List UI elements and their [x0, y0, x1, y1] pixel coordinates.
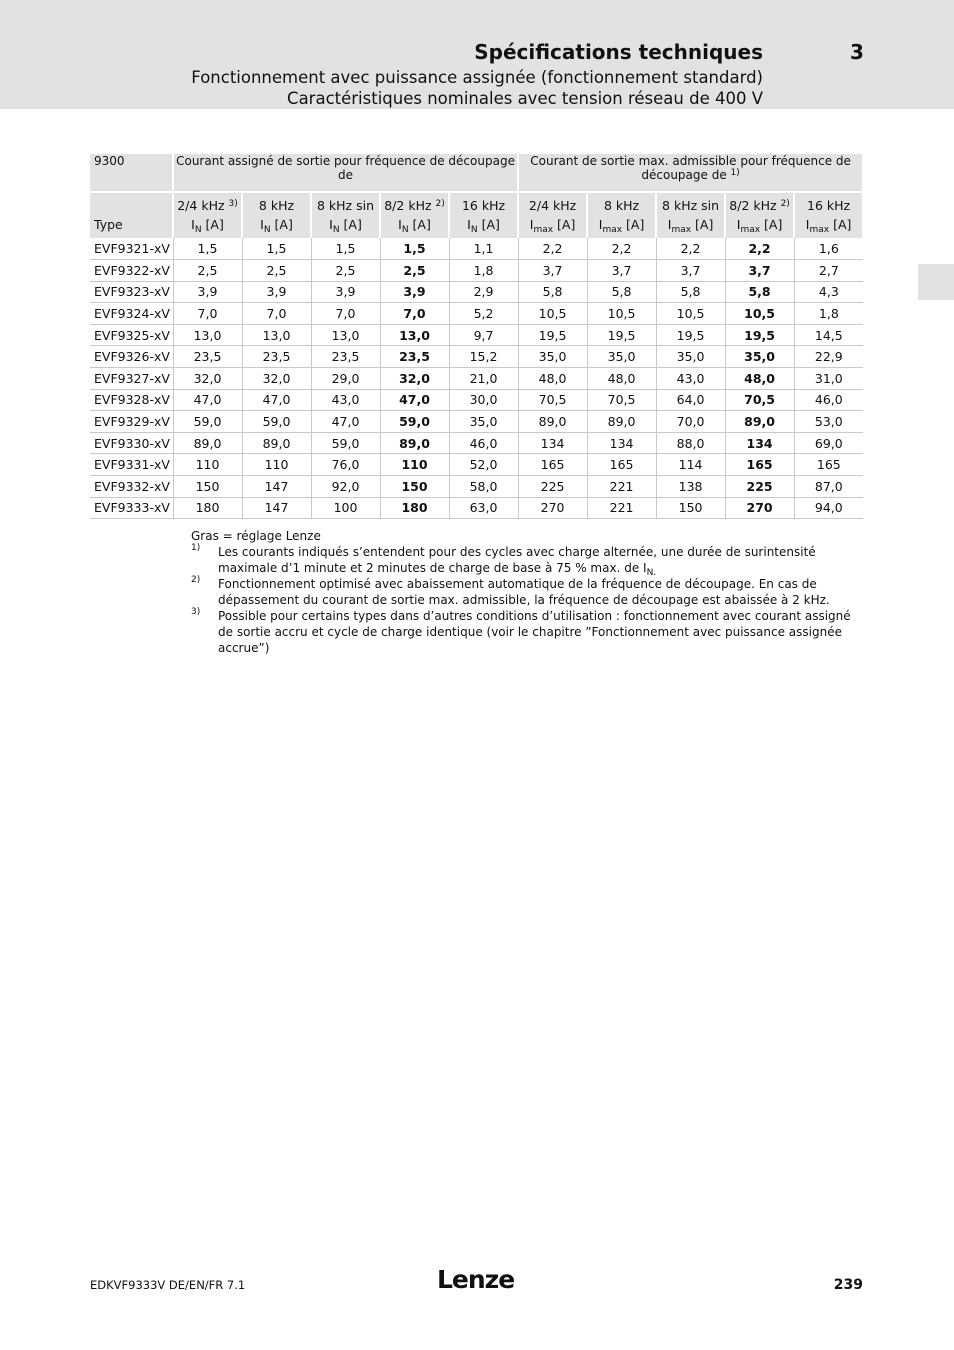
unit-header: $I_{max}$ [A]	[794, 217, 863, 238]
current-cell: 15,2	[449, 346, 518, 368]
current-cell: 221	[587, 476, 656, 498]
unit-header-row	[90, 217, 863, 238]
current-cell: 13,0	[242, 324, 311, 346]
current-cell: 35,0	[656, 346, 725, 368]
current-cell: 270	[518, 497, 587, 519]
current-cell: 5,8	[587, 281, 656, 303]
max-current-group-header: Courant de sortie max. admissible pour fréquence de découpage de $^{1)}$	[518, 154, 863, 192]
current-cell: 32,0	[380, 368, 449, 390]
footnote-mark: 2)	[191, 575, 201, 585]
type-cell: EVF9332-xV	[90, 476, 173, 498]
type-cell: EVF9321-xV	[90, 238, 173, 260]
current-cell: 53,0	[794, 411, 863, 433]
current-cell: 3,9	[173, 281, 242, 303]
current-cell: 7,0	[311, 303, 380, 325]
current-cell: 270	[725, 497, 794, 519]
footnote-text: Fonctionnement optimisé avec abaissement automatique de la fréquence de découpage. En cas de dépassement du courant de sortie max. admissible, la fréquence de découpage est abaissée à 2 kHz.	[218, 577, 830, 607]
type-cell: EVF9324-xV	[90, 303, 173, 325]
current-cell: 47,0	[242, 389, 311, 411]
current-cell: 147	[242, 476, 311, 498]
current-cell: 110	[242, 454, 311, 476]
current-cell: 134	[725, 432, 794, 454]
chapter-tab-marker	[918, 264, 954, 300]
current-cell: 150	[173, 476, 242, 498]
current-cell: 48,0	[725, 368, 794, 390]
current-cell: 69,0	[794, 432, 863, 454]
footnote-mark: 1)	[191, 543, 201, 553]
current-cell: 2,2	[725, 238, 794, 260]
current-cell: 76,0	[311, 454, 380, 476]
current-cell: 3,9	[380, 281, 449, 303]
frequency-header: 16 kHz	[449, 192, 518, 217]
type-header: Type	[90, 217, 173, 238]
current-cell: 23,5	[173, 346, 242, 368]
frequency-header: 8/2 kHz $^{2)}$	[380, 192, 449, 217]
table-row	[90, 497, 863, 519]
chapter-number: 3	[850, 40, 864, 64]
current-cell: 2,2	[656, 238, 725, 260]
current-cell: 10,5	[656, 303, 725, 325]
current-cell: 134	[518, 432, 587, 454]
current-cell: 1,1	[449, 238, 518, 260]
current-cell: 114	[656, 454, 725, 476]
current-cell: 165	[518, 454, 587, 476]
unit-header: $I_N$ [A]	[449, 217, 518, 238]
current-cell: 180	[380, 497, 449, 519]
current-cell: 2,2	[518, 238, 587, 260]
type-cell: EVF9331-xV	[90, 454, 173, 476]
current-cell: 94,0	[794, 497, 863, 519]
current-cell: 23,5	[311, 346, 380, 368]
footnote-mark: 3)	[191, 607, 201, 617]
current-cell: 30,0	[449, 389, 518, 411]
type-cell: EVF9327-xV	[90, 368, 173, 390]
current-cell: 1,5	[242, 238, 311, 260]
table-row	[90, 454, 863, 476]
current-cell: 110	[380, 454, 449, 476]
current-cell: 70,0	[656, 411, 725, 433]
type-cell: EVF9322-xV	[90, 260, 173, 282]
current-cell: 63,0	[449, 497, 518, 519]
current-cell: 47,0	[173, 389, 242, 411]
current-cell: 225	[518, 476, 587, 498]
bold-legend: Gras = réglage Lenze	[191, 529, 321, 543]
current-cell: 147	[242, 497, 311, 519]
frequency-header: 8 kHz	[587, 192, 656, 217]
unit-header: $I_N$ [A]	[173, 217, 242, 238]
current-cell: 89,0	[242, 432, 311, 454]
current-cell: 2,5	[173, 260, 242, 282]
unit-header: $I_N$ [A]	[242, 217, 311, 238]
current-cell: 2,2	[587, 238, 656, 260]
current-cell: 7,0	[242, 303, 311, 325]
current-cell: 3,7	[656, 260, 725, 282]
current-cell: 21,0	[449, 368, 518, 390]
current-cell: 5,2	[449, 303, 518, 325]
current-cell: 59,0	[173, 411, 242, 433]
table-row	[90, 303, 863, 325]
table-corner-label: 9300	[90, 154, 173, 192]
current-cell: 13,0	[311, 324, 380, 346]
current-cell: 7,0	[380, 303, 449, 325]
current-cell: 23,5	[380, 346, 449, 368]
unit-header: $I_{max}$ [A]	[725, 217, 794, 238]
type-cell: EVF9329-xV	[90, 411, 173, 433]
current-cell: 29,0	[311, 368, 380, 390]
current-cell: 70,5	[587, 389, 656, 411]
current-cell: 59,0	[380, 411, 449, 433]
current-cell: 70,5	[518, 389, 587, 411]
frequency-header: 8 kHz	[242, 192, 311, 217]
current-cell: 58,0	[449, 476, 518, 498]
page-title: Spécifications techniques	[474, 40, 763, 64]
current-cell: 10,5	[518, 303, 587, 325]
unit-header: $I_{max}$ [A]	[587, 217, 656, 238]
current-cell: 87,0	[794, 476, 863, 498]
page-number: 239	[833, 1277, 863, 1293]
current-cell: 165	[725, 454, 794, 476]
current-cell: 3,7	[725, 260, 794, 282]
current-cell: 89,0	[587, 411, 656, 433]
current-cell: 13,0	[380, 324, 449, 346]
current-cell: 180	[173, 497, 242, 519]
frequency-header: 16 kHz	[794, 192, 863, 217]
current-cell: 43,0	[311, 389, 380, 411]
current-cell: 70,5	[725, 389, 794, 411]
current-cell: 1,6	[794, 238, 863, 260]
rated-current-group-header: Courant assigné de sortie pour fréquence de découpage de	[173, 154, 518, 192]
current-cell: 225	[725, 476, 794, 498]
footnote-item	[191, 576, 861, 608]
unit-header: $I_N$ [A]	[311, 217, 380, 238]
table-row	[90, 389, 863, 411]
table-row	[90, 238, 863, 260]
table-row	[90, 411, 863, 433]
current-cell: 165	[794, 454, 863, 476]
current-cell: 2,9	[449, 281, 518, 303]
current-cell: 89,0	[518, 411, 587, 433]
current-cell: 7,0	[173, 303, 242, 325]
current-cell: 92,0	[311, 476, 380, 498]
current-cell: 35,0	[449, 411, 518, 433]
current-cell: 19,5	[725, 324, 794, 346]
current-cell: 150	[656, 497, 725, 519]
current-cell: 14,5	[794, 324, 863, 346]
subsection-subtitle: Caractéristiques nominales avec tension réseau de 400 V	[287, 89, 763, 108]
footnotes	[191, 528, 861, 656]
current-cell: 89,0	[725, 411, 794, 433]
current-cell: 138	[656, 476, 725, 498]
current-cell: 48,0	[587, 368, 656, 390]
current-cell: 10,5	[587, 303, 656, 325]
current-cell: 13,0	[173, 324, 242, 346]
current-cell: 5,8	[518, 281, 587, 303]
current-cell: 110	[173, 454, 242, 476]
frequency-header: 8 kHz sin	[656, 192, 725, 217]
footnote-item: 1) Les courants indiqués s’entendent pour des cycles avec charge alternée, une durée de surintensité maximale d’1 minute et 2 minutes de charge de base à 75 % max. de $I_{N.}$	[191, 544, 861, 576]
type-header-blank	[90, 192, 173, 217]
current-cell: 88,0	[656, 432, 725, 454]
current-cell: 59,0	[242, 411, 311, 433]
current-cell: 4,3	[794, 281, 863, 303]
type-cell: EVF9323-xV	[90, 281, 173, 303]
current-cell: 35,0	[518, 346, 587, 368]
current-cell: 46,0	[794, 389, 863, 411]
table-header-row	[90, 154, 863, 192]
current-cell: 19,5	[656, 324, 725, 346]
section-subtitle: Fonctionnement avec puissance assignée (fonctionnement standard)	[191, 68, 763, 87]
frequency-header: 2/4 kHz	[518, 192, 587, 217]
footnote-text: Les courants indiqués s’entendent pour des cycles avec charge alternée, une durée de surintensité maximale d’1 minute et 2 minutes de charge de base à 75 % max. de I	[218, 545, 816, 575]
current-cell: 43,0	[656, 368, 725, 390]
current-cell: 134	[587, 432, 656, 454]
current-cell: 9,7	[449, 324, 518, 346]
current-cell: 64,0	[656, 389, 725, 411]
current-cell: 1,5	[173, 238, 242, 260]
table-row	[90, 324, 863, 346]
current-cell: 1,8	[794, 303, 863, 325]
current-cell: 1,5	[311, 238, 380, 260]
table-row	[90, 476, 863, 498]
current-cell: 47,0	[380, 389, 449, 411]
current-cell: 221	[587, 497, 656, 519]
current-cell: 2,5	[311, 260, 380, 282]
current-cell: 19,5	[518, 324, 587, 346]
current-cell: 32,0	[242, 368, 311, 390]
current-cell: 1,8	[449, 260, 518, 282]
table-row	[90, 260, 863, 282]
type-cell: EVF9333-xV	[90, 497, 173, 519]
frequency-header-row	[90, 192, 863, 217]
current-cell: 2,5	[380, 260, 449, 282]
current-cell: 19,5	[587, 324, 656, 346]
type-cell: EVF9325-xV	[90, 324, 173, 346]
current-cell: 3,7	[587, 260, 656, 282]
document-id: EDKVF9333V DE/EN/FR 7.1	[90, 1278, 246, 1292]
table-row	[90, 281, 863, 303]
current-cell: 22,9	[794, 346, 863, 368]
type-cell: EVF9330-xV	[90, 432, 173, 454]
current-cell: 5,8	[656, 281, 725, 303]
current-cell: 2,7	[794, 260, 863, 282]
current-cell: 1,5	[380, 238, 449, 260]
current-cell: 165	[587, 454, 656, 476]
table-row	[90, 432, 863, 454]
table-row	[90, 368, 863, 390]
current-cell: 3,7	[518, 260, 587, 282]
current-cell: 89,0	[173, 432, 242, 454]
current-cell: 46,0	[449, 432, 518, 454]
current-cell: 89,0	[380, 432, 449, 454]
current-cell: 52,0	[449, 454, 518, 476]
footnote-text: Possible pour certains types dans d’autres conditions d’utilisation : fonctionnement avec courant assigné de sortie accru et cycle de charge identique (voir le chapitre ”Fonctionnement avec puissance assignée accrue”)	[218, 609, 851, 655]
current-cell: 35,0	[587, 346, 656, 368]
current-cell: 47,0	[311, 411, 380, 433]
type-cell: EVF9328-xV	[90, 389, 173, 411]
current-cell: 150	[380, 476, 449, 498]
current-cell: 31,0	[794, 368, 863, 390]
frequency-header: 8 kHz sin	[311, 192, 380, 217]
lenze-logo: Lenze	[437, 1265, 515, 1294]
unit-header: $I_{max}$ [A]	[656, 217, 725, 238]
type-cell: EVF9326-xV	[90, 346, 173, 368]
current-cell: 35,0	[725, 346, 794, 368]
current-cell: 23,5	[242, 346, 311, 368]
current-cell: 5,8	[725, 281, 794, 303]
current-cell: 2,5	[242, 260, 311, 282]
unit-header: $I_{max}$ [A]	[518, 217, 587, 238]
current-cell: 59,0	[311, 432, 380, 454]
current-cell: 10,5	[725, 303, 794, 325]
table-row	[90, 346, 863, 368]
current-cell: 100	[311, 497, 380, 519]
current-cell: 48,0	[518, 368, 587, 390]
current-cell: 3,9	[242, 281, 311, 303]
current-cell: 3,9	[311, 281, 380, 303]
frequency-header: 2/4 kHz $^{3)}$	[173, 192, 242, 217]
footnote-item	[191, 608, 861, 656]
frequency-header: 8/2 kHz $^{2)}$	[725, 192, 794, 217]
unit-header: $I_N$ [A]	[380, 217, 449, 238]
current-cell: 32,0	[173, 368, 242, 390]
ratings-table	[90, 154, 864, 519]
